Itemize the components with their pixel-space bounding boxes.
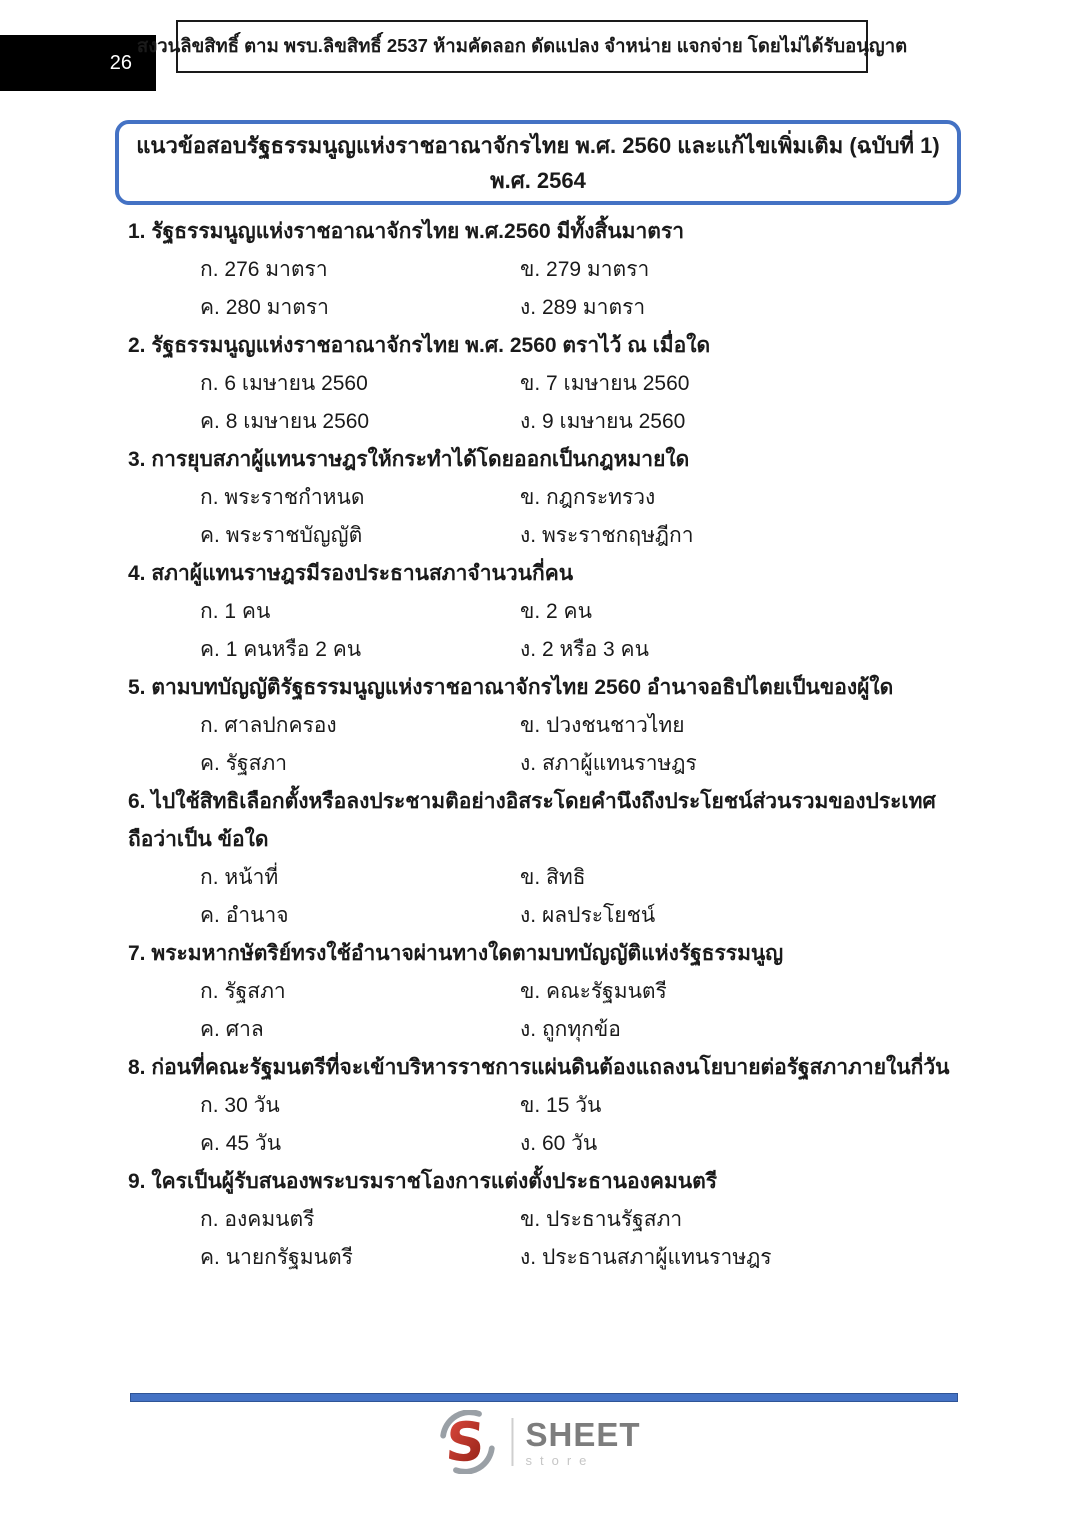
option-label: ง. bbox=[520, 1132, 537, 1155]
answer-option bbox=[520, 289, 960, 327]
option-text: อำนาจ bbox=[225, 904, 289, 927]
option-label: ข. bbox=[520, 714, 541, 737]
option-label: ก. bbox=[200, 1094, 219, 1117]
question-text bbox=[128, 935, 960, 973]
question-body: สภาผู้แทนราษฎรมีรองประธานสภาจำนวนกี่คน bbox=[151, 562, 574, 585]
question-options bbox=[128, 365, 960, 441]
logo-brand-text: SHEET bbox=[525, 1415, 641, 1453]
option-text: สภาผู้แทนราษฎร bbox=[541, 752, 697, 775]
question-text bbox=[128, 327, 960, 365]
option-label: ข. bbox=[520, 372, 541, 395]
option-label: ก. bbox=[200, 600, 219, 623]
answer-option bbox=[520, 593, 960, 631]
question-text bbox=[128, 669, 960, 707]
option-label: ข. bbox=[520, 1094, 541, 1117]
option-text: องคมนตรี bbox=[224, 1208, 315, 1231]
answer-option bbox=[200, 707, 520, 745]
option-label: ง. bbox=[520, 752, 537, 775]
option-label: ก. bbox=[200, 866, 219, 889]
question-text bbox=[128, 213, 960, 251]
answer-option bbox=[200, 745, 520, 783]
question-body: รัฐธรรมนูญแห่งราชอาณาจักรไทย พ.ศ.2560 มีทั้งสิ้นมาตรา bbox=[151, 220, 685, 243]
question-text bbox=[128, 1163, 960, 1201]
option-label: ก. bbox=[200, 1208, 219, 1231]
option-text: 1 คนหรือ 2 คน bbox=[225, 638, 362, 661]
question-body: ไปใช้สิทธิเลือกตั้งหรือลงประชามติอย่างอิสระโดยคำนึงถึงประโยชน์ส่วนรวมของประเทศถือว่าเป็น ข้อใด bbox=[128, 790, 936, 851]
question-options bbox=[128, 593, 960, 669]
answer-option bbox=[520, 1239, 960, 1277]
option-text: พระราชกฤษฎีกา bbox=[541, 524, 694, 547]
answer-option bbox=[200, 973, 520, 1011]
question-number: 7. bbox=[128, 942, 146, 965]
option-text: 9 เมษายน 2560 bbox=[541, 410, 686, 433]
page-number: 26 bbox=[109, 51, 132, 74]
option-label: ก. bbox=[200, 486, 219, 509]
option-label: ค. bbox=[200, 410, 220, 433]
question-number: 6. bbox=[128, 790, 146, 813]
option-label: ข. bbox=[520, 258, 541, 281]
answer-option bbox=[520, 1087, 960, 1125]
question-body: รัฐธรรมนูญแห่งราชอาณาจักรไทย พ.ศ. 2560 ตราไว้ ณ เมื่อใด bbox=[151, 334, 711, 357]
question-item bbox=[128, 783, 960, 935]
option-text: 60 วัน bbox=[541, 1132, 598, 1155]
answer-option bbox=[520, 897, 960, 935]
option-text: 45 วัน bbox=[225, 1132, 282, 1155]
question-text bbox=[128, 441, 960, 479]
option-text: 289 มาตรา bbox=[541, 296, 646, 319]
answer-option bbox=[520, 1125, 960, 1163]
question-body: ก่อนที่คณะรัฐมนตรีที่จะเข้าบริหารราชการแผ่นดินต้องแถลงนโยบายต่อรัฐสภาภายในกี่วัน bbox=[151, 1056, 950, 1079]
answer-option bbox=[520, 479, 960, 517]
question-text bbox=[128, 1049, 960, 1087]
option-label: ข. bbox=[520, 600, 541, 623]
question-number: 3. bbox=[128, 448, 146, 471]
answer-option bbox=[520, 859, 960, 897]
option-text: ผลประโยชน์ bbox=[541, 904, 656, 927]
option-label: ค. bbox=[200, 296, 220, 319]
answer-option bbox=[200, 859, 520, 897]
logo-text bbox=[525, 1415, 641, 1468]
answer-option bbox=[200, 897, 520, 935]
option-label: ค. bbox=[200, 1246, 220, 1269]
option-text: 15 วัน bbox=[546, 1094, 602, 1117]
answer-option bbox=[520, 403, 960, 441]
option-text: 8 เมษายน 2560 bbox=[225, 410, 370, 433]
answer-option bbox=[520, 251, 960, 289]
question-number: 1. bbox=[128, 220, 146, 243]
answer-option bbox=[200, 251, 520, 289]
option-text: 1 คน bbox=[224, 600, 271, 623]
question-item bbox=[128, 1049, 960, 1163]
answer-option bbox=[200, 365, 520, 403]
answer-option bbox=[520, 1011, 960, 1049]
option-text: ถูกทุกข้อ bbox=[541, 1018, 621, 1041]
option-label: ข. bbox=[520, 1208, 541, 1231]
answer-option bbox=[200, 1125, 520, 1163]
question-item bbox=[128, 935, 960, 1049]
answer-option bbox=[200, 1239, 520, 1277]
question-text bbox=[128, 783, 960, 859]
question-item bbox=[128, 327, 960, 441]
question-body: พระมหากษัตริย์ทรงใช้อำนาจผ่านทางใดตามบทบัญญัติแห่งรัฐธรรมนูญ bbox=[151, 942, 784, 965]
answer-option bbox=[200, 1087, 520, 1125]
option-label: ก. bbox=[200, 372, 219, 395]
question-item bbox=[128, 213, 960, 327]
answer-option bbox=[200, 593, 520, 631]
question-options bbox=[128, 251, 960, 327]
question-options bbox=[128, 859, 960, 935]
option-text: 6 เมษายน 2560 bbox=[224, 372, 368, 395]
question-options bbox=[128, 973, 960, 1049]
sheet-store-logo-icon bbox=[435, 1410, 499, 1474]
option-text: 7 เมษายน 2560 bbox=[546, 372, 690, 395]
option-text: 280 มาตรา bbox=[225, 296, 329, 319]
option-text: คณะรัฐมนตรี bbox=[546, 980, 667, 1003]
question-number: 8. bbox=[128, 1056, 146, 1079]
answer-option bbox=[200, 517, 520, 555]
option-label: ค. bbox=[200, 524, 220, 547]
question-body: การยุบสภาผู้แทนราษฎรให้กระทำได้โดยออกเป็นกฎหมายใด bbox=[151, 448, 690, 471]
option-label: ค. bbox=[200, 904, 220, 927]
copyright-text: สงวนลิขสิทธิ์ ตาม พรบ.ลิขสิทธิ์ 2537 ห้ามคัดลอก ดัดแปลง จำหน่าย แจกจ่าย โดยไม่ได้รับอนุญาต bbox=[136, 35, 908, 56]
option-label: ง. bbox=[520, 1018, 537, 1041]
option-label: ง. bbox=[520, 524, 537, 547]
option-label: ง. bbox=[520, 638, 537, 661]
option-text: ประธานรัฐสภา bbox=[546, 1208, 683, 1231]
question-item bbox=[128, 1163, 960, 1277]
option-text: 279 มาตรา bbox=[546, 258, 650, 281]
answer-option bbox=[200, 289, 520, 327]
svg-text:S: S bbox=[443, 1410, 487, 1474]
option-text: 2 คน bbox=[546, 600, 592, 623]
answer-option bbox=[200, 1201, 520, 1239]
option-text: สิทธิ bbox=[546, 866, 586, 889]
option-label: ค. bbox=[200, 1132, 220, 1155]
question-options bbox=[128, 479, 960, 555]
option-text: ศาลปกครอง bbox=[224, 714, 337, 737]
option-label: ข. bbox=[520, 486, 541, 509]
option-label: ก. bbox=[200, 258, 219, 281]
question-number: 2. bbox=[128, 334, 146, 357]
exam-title-box bbox=[115, 120, 961, 205]
question-number: 4. bbox=[128, 562, 146, 585]
option-label: ค. bbox=[200, 752, 220, 775]
footer-logo bbox=[435, 1410, 640, 1474]
option-label: ง. bbox=[520, 410, 537, 433]
question-number: 9. bbox=[128, 1170, 146, 1193]
option-label: ข. bbox=[520, 980, 541, 1003]
answer-option bbox=[520, 707, 960, 745]
option-text: หน้าที่ bbox=[224, 866, 279, 889]
option-text: นายกรัฐมนตรี bbox=[225, 1246, 353, 1269]
question-item bbox=[128, 555, 960, 669]
footer-divider-bar bbox=[130, 1393, 958, 1402]
option-text: รัฐสภา bbox=[224, 980, 286, 1003]
option-label: ง. bbox=[520, 904, 537, 927]
exam-title: แนวข้อสอบรัฐธรรมนูญแห่งราชอาณาจักรไทย พ.ศ. 2560 และแก้ไขเพิ่มเติม (ฉบับที่ 1) พ.ศ. 2564 bbox=[136, 132, 940, 193]
question-text bbox=[128, 555, 960, 593]
option-text: รัฐสภา bbox=[225, 752, 288, 775]
answer-option bbox=[200, 631, 520, 669]
option-text: ศาล bbox=[225, 1018, 264, 1041]
option-label: ง. bbox=[520, 1246, 537, 1269]
logo-divider bbox=[511, 1418, 513, 1466]
question-item bbox=[128, 669, 960, 783]
answer-option bbox=[520, 631, 960, 669]
question-number: 5. bbox=[128, 676, 146, 699]
question-list bbox=[128, 213, 960, 1277]
option-label: ค. bbox=[200, 1018, 220, 1041]
option-text: พระราชกำหนด bbox=[224, 486, 365, 509]
option-text: ประธานสภาผู้แทนราษฎร bbox=[541, 1246, 772, 1269]
question-options bbox=[128, 1201, 960, 1277]
page-number-box bbox=[0, 35, 156, 91]
option-text: 30 วัน bbox=[224, 1094, 280, 1117]
answer-option bbox=[520, 973, 960, 1011]
question-body: ตามบทบัญญัติรัฐธรรมนูญแห่งราชอาณาจักรไทย 2560 อำนาจอธิปไตยเป็นของผู้ใด bbox=[151, 676, 894, 699]
answer-option bbox=[520, 517, 960, 555]
answer-option bbox=[200, 1011, 520, 1049]
option-label: ก. bbox=[200, 980, 219, 1003]
logo-sub-text: store bbox=[525, 1452, 595, 1468]
answer-option bbox=[520, 745, 960, 783]
option-label: ค. bbox=[200, 638, 220, 661]
option-text: กฎกระทรวง bbox=[546, 486, 656, 509]
answer-option bbox=[200, 479, 520, 517]
answer-option bbox=[200, 403, 520, 441]
question-item bbox=[128, 441, 960, 555]
option-label: ก. bbox=[200, 714, 219, 737]
option-text: 2 หรือ 3 คน bbox=[541, 638, 649, 661]
option-text: 276 มาตรา bbox=[224, 258, 328, 281]
question-options bbox=[128, 1087, 960, 1163]
question-body: ใครเป็นผู้รับสนองพระบรมราชโองการแต่งตั้งประธานองคมนตรี bbox=[151, 1170, 718, 1193]
option-label: ข. bbox=[520, 866, 541, 889]
answer-option bbox=[520, 1201, 960, 1239]
option-label: ง. bbox=[520, 296, 537, 319]
copyright-notice-box bbox=[136, 20, 908, 73]
option-text: ปวงชนชาวไทย bbox=[546, 714, 685, 737]
question-options bbox=[128, 707, 960, 783]
answer-option bbox=[520, 365, 960, 403]
option-text: พระราชบัญญัติ bbox=[225, 524, 363, 547]
